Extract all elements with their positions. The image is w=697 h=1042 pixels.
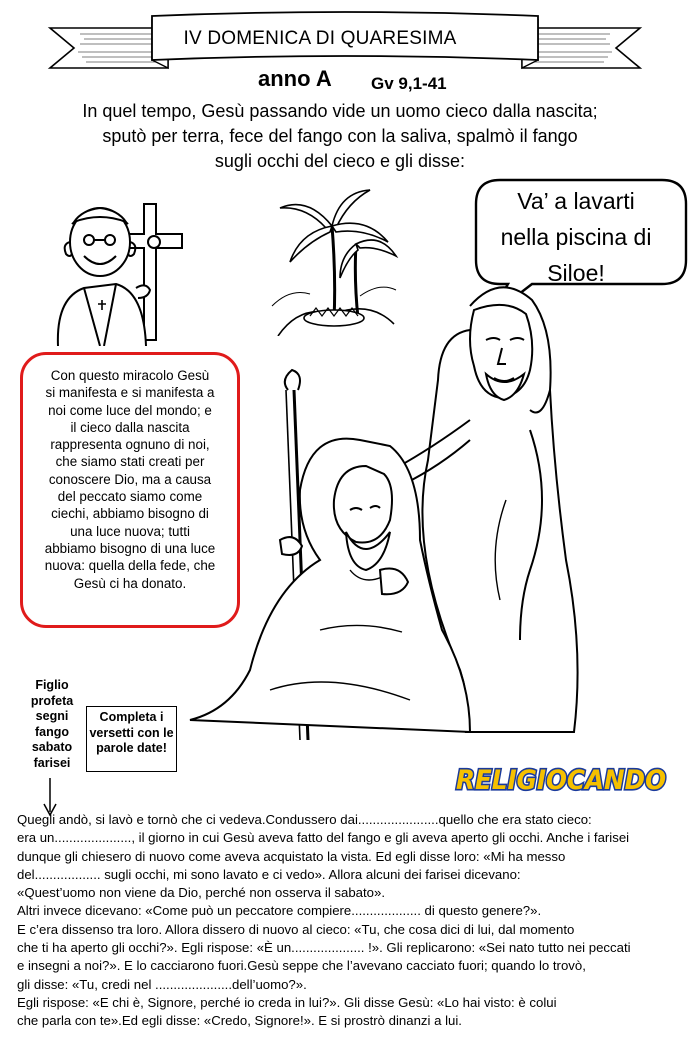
- page-title: IV DOMENICA DI QUARESIMA: [183, 28, 457, 49]
- explanation-line: si manifesta e si manifesta a: [45, 385, 215, 401]
- explanation-line: nuova: quella della fede, che: [44, 558, 216, 574]
- religiocando-logo: [452, 758, 670, 798]
- intro-line: sputò per terra, fece del fango con la saliva, spalmò il fango: [102, 126, 578, 146]
- explanation-line: Con questo miracolo Gesù: [50, 368, 210, 383]
- speech-line: nella piscina di: [500, 224, 652, 250]
- intro-line: sugli occhi del cieco e gli disse:: [214, 151, 466, 171]
- explanation-line: una luce nuova; tutti: [70, 523, 190, 539]
- word-item: segni: [35, 709, 69, 724]
- passage-line: che ti ha aperto gli occhi?». Egli rispose: «È un.................... !». Gli replicarono: «Sei nato tutto nei peccati: [17, 940, 631, 956]
- intro-line: In quel tempo, Gesù passando vide un uomo cieco dalla nascita;: [82, 101, 598, 121]
- passage-line: gli disse: «Tu, credi nel .....................dell’uomo?».: [17, 976, 307, 992]
- explanation-line: che siamo stati creati per: [55, 454, 205, 470]
- word-item: farisei: [33, 755, 71, 770]
- instruction-line: Completa i: [99, 710, 164, 724]
- explanation-text: [30, 367, 230, 592]
- speech-line: Siloe!: [547, 260, 605, 286]
- explanation-line: Gesù ci ha donato.: [73, 575, 187, 591]
- explanation-line: del peccato siamo come: [57, 489, 203, 505]
- passage-line: E c’era dissenso tra loro. Allora dissero di nuovo al cieco: «Tu, che cosa dici di lui, dal momento: [17, 921, 575, 937]
- speech-line: Va’ a lavarti: [517, 188, 635, 214]
- explanation-line: il cieco dalla nascita: [70, 419, 190, 435]
- passage-line: Altri invece dicevano: «Come può un peccatore compiere................... di questo genere?».: [17, 903, 542, 919]
- passage-line: Egli rispose: «E chi è, Signore, perché io creda in lui?». Gli disse Gesù: «Lo hai visto: è colui: [17, 994, 557, 1010]
- passage-line: e insegni a noi?». E lo cacciarono fuori.Gesù seppe che l’avevano cacciato fuori; quando lo trovò,: [17, 958, 586, 974]
- explanation-line: abbiamo bisogno di una luce: [44, 540, 216, 556]
- liturgical-year: anno A: [258, 66, 332, 91]
- passage-line: che parla con te».Ed egli disse: «Credo, Signore!». E si prostrò dinanzi a lui.: [17, 1013, 462, 1029]
- word-item: sabato: [31, 740, 73, 755]
- explanation-line: noi come luce del mondo; e: [48, 402, 212, 418]
- word-list: [28, 678, 76, 772]
- fill-in-passage: [17, 811, 692, 1031]
- svg-text:RELIGIOCANDO: RELIGIOCANDO: [456, 765, 666, 796]
- passage-line: del.................. sugli occhi, mi sono lavato e ci vedo». Allora alcuni dei farisei dicevano:: [17, 866, 521, 882]
- passage-line: Quegli andò, si lavò e tornò che ci vedeva.Condussero dai......................quello che era stato cieco:: [17, 812, 592, 827]
- passage-line: «Quest’uomo non viene da Dio, perché non osserva il sabato».: [17, 885, 386, 901]
- word-item: fango: [34, 724, 70, 739]
- explanation-line: ciechi, abbiamo bisogno di: [51, 506, 209, 522]
- instruction-line: versetti con le: [89, 725, 174, 740]
- passage-line: era un....................., il giorno in cui Gesù aveva fatto del fango e gli aveva aperto gli occhi. Anche i farisei: [17, 830, 630, 846]
- explanation-line: rappresenta ognuno di noi,: [50, 437, 210, 453]
- gospel-reference: Gv 9,1-41: [371, 74, 447, 93]
- intro-text: [20, 99, 660, 174]
- passage-line: dunque gli chiesero di nuovo come aveva acquistato la vista. Ed egli disse loro: «Mi ha messo: [17, 848, 566, 864]
- word-item: Figlio: [35, 678, 69, 692]
- explanation-line: conoscere Dio, ma a causa: [48, 471, 212, 487]
- word-item: profeta: [30, 693, 74, 708]
- instruction-box: [86, 706, 177, 772]
- instruction-line: parole date!: [96, 741, 167, 755]
